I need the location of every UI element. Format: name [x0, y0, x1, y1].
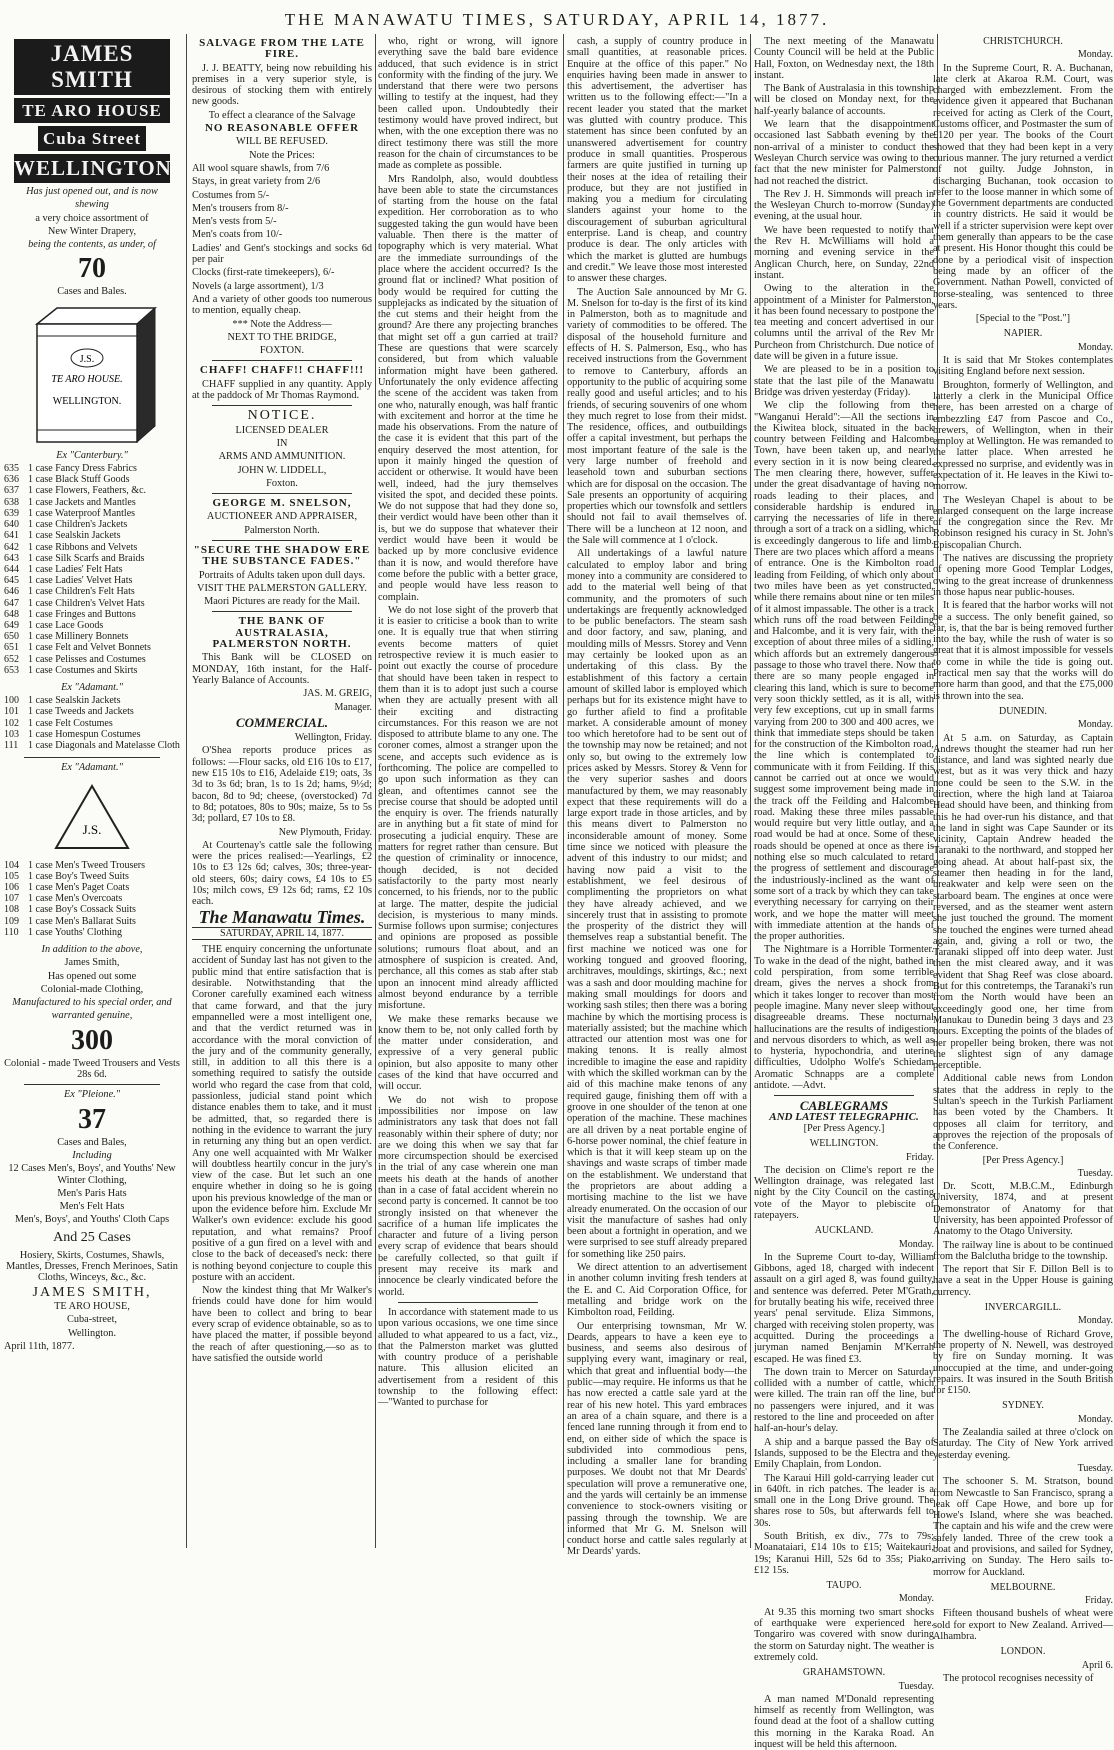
telegram-text: The decision on Clime's report re the Wellington drainage, was relegated last night by the City Council on the casting vote of the Mayor to plebiscite of ratepayers. — [754, 1164, 934, 1221]
divider — [212, 611, 352, 612]
crate-illustration — [27, 304, 157, 444]
signature-line: Cuba-street, — [66, 1314, 118, 1326]
column-5-news-and-telegrams — [754, 36, 934, 1750]
ship-heading: Ex "Adamant." — [61, 681, 123, 693]
column-2 — [192, 36, 372, 1548]
price-line: Men's vests from 5/- — [192, 216, 277, 228]
list-item — [4, 729, 180, 740]
crate-label-city: WELLINGTON. — [52, 395, 122, 407]
telegram-text: Additional cable news from London states that the address in reply to the Sultan's speech in the Turkish Parliament has been voted by the Chambers. It opposes all claim for territory, and approves the rejection of the proposals of the Conference. — [933, 1073, 1113, 1153]
telegram-text: A ship and a barque passed the Bay of Islands, supposed to be the Electra and the Emily Chaplain, from London. — [754, 1436, 934, 1471]
agency-credit: [Per Press Agency.] — [803, 1122, 885, 1134]
address-line: NEXT TO THE BRIDGE, — [227, 331, 337, 343]
divider — [24, 757, 160, 758]
include-line: 12 Cases Men's, Boys', and Youths' New Winter Clothing, — [8, 1163, 176, 1186]
ship-heading: Ex "Canterbury." — [56, 449, 128, 461]
telegram-text: The Wesleyan Chapel is about to be enlarged consequent on the large increase of the congregation since the Rev. Mr Robinson resigned his curacy in St. John's Episcopalian Church. — [933, 494, 1113, 551]
place-heading: INVERCARGILL. — [984, 1302, 1062, 1314]
item-text: 1 case Men's Ballarat Suits — [28, 915, 136, 927]
snelson-line: Palmerston North. — [244, 524, 320, 536]
divider — [212, 493, 352, 494]
list-item — [4, 665, 180, 676]
item-text: 1 case Ladies' Velvet Hats — [28, 575, 133, 587]
item-number: 653 — [4, 664, 19, 676]
place-heading: DUNEDIN. — [998, 705, 1048, 717]
item-text: 1 case Men's Tweed Trousers — [28, 859, 146, 871]
local-news-text: The Bank of Australasia in this township will be closed on Monday next, for the half-yearly balance of accounts. — [754, 83, 934, 117]
telegram-text: It is said that Mr Stokes contemplates visiting England before next session. — [933, 355, 1113, 378]
ship-heading: Ex "Pleione." — [63, 1089, 121, 1101]
place-heading: AUCKLAND. — [814, 1225, 874, 1237]
telegram-text: At 5 a.m. on Saturday, as Captain Andrews thought the steamer had run her distance, and land was sighted nearly due west, but as it was very thick and hazy none could be seen to the S.W. in the direction, where the high land at Taiaroa Head should have been, and thinking from this he had over-run his distance, and that the land in sight was Cape Saunder or its vicinity, Captain Andrew headed the Taranaki to the northward, and stopped her going ahead. At about half-past six, the steamer then heading in for the land, breakwater and kelp were seen on the starboard beam. The engines at once were reversed, and as the steamer went astern she just touched the ground. The moment she touched the engines were turned ahead again, and, giving a roll or two, the Taranaki slipped off into deep water. Just then the mist cleared away, and it was evident that Shag Reef was close aboard. But for this contretemps, the Taranaki's run from the North would have been an exceedingly good one, her time from Manukau to Dunedin being 3 days and 23 hours. Excepting the points of the blades of her propeller being broken, there was not the slightest sign of any damage perceptible. — [933, 732, 1113, 1072]
item-text: 1 case Ribbons and Velvets — [28, 541, 138, 553]
bank-signature: Manager. — [334, 701, 372, 713]
item-text: 1 case Costumes and Skirts — [28, 664, 138, 676]
local-news-text: The Nightmare is a Horrible Tormenter. To wake in the dead of the night, bathed in cold perspiration, from some terrible dream, gives the nerves a shock from which it takes longer to recover than most people imagine. Many never sleep without disagreeable dreams. These nocturnal hallucinations are the results of indigestion and nervous disorders to which, as well as to hysteria, hypochondria, and uterine difficulties, Udolpho Wolfe's Schiedam Aromatic Schnapps are a complete antidote. —Advt. — [754, 944, 934, 1092]
telegram-text: The Karaui Hill gold-carrying leader cut in 640ft. in rich patches. The leader is a small one in the Long Drive ground. The shares rose to 50s, but afterwards fell to 30s. — [754, 1472, 934, 1529]
local-news-text: Our enterprising townsman, Mr W. Deards, appears to have a keen eye to business, and seems also desirous of supplying every want, imaginary or real, which that great and influential body—the public—may require. He informs us that he has now erected a cattle sale yard at the rear of his new hotel. This yard embraces an area of a chain square, and there is a fenced lane running through it from end to end, on either side of which the space is subdivided into commodious pens, including a smaller lane for branding purposes. We doubt not that Mr Deards' speculation will prove a remunerative one, and the yards will certainly be an immense convenience to stock-owners visiting or passing through the township. We are informed that Mr G. M. Snelson will conduct horse and cattle sales regularly at Mr Deards' yards. — [567, 1320, 747, 1558]
item-number: 649 — [4, 619, 19, 631]
snelson-heading: GEORGE M. SNELSON, — [212, 497, 352, 510]
item-text: 1 case Silk Scarfs and Braids — [28, 552, 145, 564]
telegram-text: The railway line is about to be continued from the Balclutha bridge to the township. — [933, 1239, 1113, 1262]
telegram-text: Fifteen thousand bushels of wheat were sold for export to New Zealand. Arrived—Alhambra. — [933, 1608, 1113, 1643]
commercial-text: At Courtenay's cattle sale the following were the prices realised:—Yearlings, £2 10s to £3 12s 6d; calves, 30s; three-year-old steers, 60s; dairy cows, £4 10s to £5 10s; milch cows, £9 12s 6d; rams, £2 10s each. — [192, 839, 372, 908]
item-number: 646 — [4, 586, 19, 598]
item-text: 1 case Black Stuff Goods — [28, 474, 130, 486]
list-item — [4, 485, 180, 496]
salvage-text: WILL BE REFUSED. — [236, 136, 328, 148]
advert-name-banner: JAMES SMITH — [14, 39, 170, 95]
advert-date: April 11th, 1877. — [4, 1340, 75, 1352]
list-item — [4, 463, 180, 474]
cablegrams-subheading: AND LATEST TELEGRAPHIC. — [769, 1110, 919, 1123]
leader-text: who, right or wrong, will ignore everything save the bald bare evidence adduced, that such evidence is in strict conformity with the finding of the jury. We understand that there were two persons willing to testify at the inquest, had they been called upon. Undoubtedly their testimony would have proved indirect, but when, with the one exception there was no direct testimony there was still the more reason for the chain of circumstances to be made as complete as possible. — [378, 36, 558, 172]
telegram-text: The natives are discussing the propriety of opening more Good Templar Lodges, owing to the great increase of drunkenness in those hapus near public-houses. — [933, 553, 1113, 598]
chaff-heading: CHAFF! CHAFF!! CHAFF!!! — [199, 364, 365, 377]
list-item — [4, 519, 180, 530]
gallery-line: Maori Pictures are ready for the Mail. — [204, 596, 360, 608]
agency-credit: [Per Press Agency.] — [982, 1154, 1064, 1166]
salvage-text: J. J. BEATTY, being now rebuilding his premises in a very superior style, is desirous of stocking them with entirely new goods. — [192, 62, 372, 108]
divider — [212, 405, 352, 406]
address-line: FOXTON. — [259, 345, 305, 357]
item-text: 1 case Diagonals and Matelasse Cloth — [28, 740, 180, 752]
telegram-text: The schooner S. M. Stratson, bound from Newcastle to San Francisco, sprang a leak off Cape Howe, and bore up for Howe's Island, where she was beached. The captain and his wife and the crew were safely landed. Three of the crew took a boat and provisions, and sailed for Sydney, arriving on Sunday. The Hero sails to-morrow for Auckland. — [933, 1476, 1113, 1578]
item-number: 640 — [4, 519, 19, 531]
crate-label-js: J.S. — [79, 353, 95, 365]
advert-house-banner: TE ARO HOUSE — [14, 98, 170, 123]
item-number: 635 — [4, 463, 19, 475]
local-news-text: The Rev J. H. Simmonds will preach in the Wesleyan Church to-morrow (Sunday) evening, at the usual hour. — [754, 188, 934, 223]
list-item — [4, 553, 180, 564]
telegram-text: South British, ex div., 77s to 79s; Moanataiari, £14 10s to £15; Waitekauri, 19s; Karanui Hill, 52s 6d to 35s; Piako, £12 15s. — [754, 1531, 934, 1576]
item-text: 1 case Youths' Clothing — [28, 926, 123, 938]
notice-line: JOHN W. LIDDELL, — [237, 464, 327, 476]
item-text: 1 case Lace Goods — [28, 619, 104, 631]
item-number: 652 — [4, 653, 19, 665]
list-item — [4, 609, 180, 620]
price-line: And a variety of other goods too numerous to mention, equally cheap. — [192, 293, 372, 317]
item-number: 100 — [4, 695, 19, 707]
item-text: 1 case Pelisses and Costumes — [28, 653, 146, 665]
telegram-text: The report that Sir F. Dillon Bell is to have a seat in the Upper House is gaining currency. — [933, 1264, 1113, 1298]
telegram-text: The protocol recognises necessity of — [943, 1672, 1094, 1684]
item-number: 641 — [4, 530, 19, 542]
salvage-text: To effect a clearance of the Salvage — [208, 109, 356, 121]
list-item — [4, 893, 180, 904]
item-text: 1 case Children's Velvet Hats — [28, 597, 145, 609]
item-text: 1 case Millinery Bonnets — [28, 631, 129, 643]
notice-line: ARMS AND AMMUNITION. — [218, 451, 346, 463]
telegram-text: Dr. Scott, M.B.C.M., Edinburgh University, 1874, and at present Demonstrator of Anatomy for that University, has been appointed Professor of Anatomy to the Otago University. — [933, 1181, 1113, 1238]
vests-text: Colonial - made Tweed Trousers and Vests 28s 6d. — [4, 1057, 180, 1081]
list-item — [4, 642, 180, 653]
divider — [24, 1084, 160, 1085]
telegram-text: At 9.35 this morning two smart shocks of earthquake were experienced here. Tongariro was covered with snow during the storm on Saturday night. The weather is extremely cold. — [754, 1606, 934, 1663]
triangle-mark-label: J.S. — [82, 821, 102, 837]
item-number: 636 — [4, 474, 19, 486]
item-number: 111 — [4, 740, 19, 752]
item-text: 1 case Sealskin Jackets — [28, 695, 121, 707]
item-number: 644 — [4, 563, 19, 575]
item-text: 1 case Boy's Tweed Suits — [28, 870, 129, 882]
intro-line: New Winter Drapery, — [47, 225, 137, 237]
day-label: April 6. — [1081, 1659, 1113, 1671]
list-item — [4, 575, 180, 586]
ship-heading: Ex "Adamant." — [61, 762, 123, 774]
day-label: Tuesday. — [898, 1680, 934, 1692]
item-number: 651 — [4, 642, 19, 654]
paper-title: The Manawatu Times. — [198, 906, 366, 927]
local-news-text: cash, a supply of country produce in small quantities, at reasonable prices. Enquire at the office of this paper." No enquiries having been made in answer to this advertisement, the advertiser has written us to the following effect:—"In a recent leader you stated that the market was glutted with country produce. This statement has since been confuted by an unanswered advertisement for country produce in small quantities. Prosperous farmers are quite justified in turning up their noses at the idea of retailing their produce, but they are not justified in making you a medium for circulating slanders against your home to the discouragement of suburban agricultural enterprise. Land is cheap, and country produce is dear. The only articles with which the market is glutted are humbugs and credit." We leave those most interested to answer these charges. — [567, 36, 747, 285]
triangle-mark-illustration — [52, 782, 132, 852]
list-item — [4, 695, 180, 706]
divider — [398, 1302, 538, 1303]
gallery-line: Portraits of Adults taken upon dull days. — [198, 569, 366, 581]
notice-line: LICENSED DEALER — [235, 424, 329, 436]
column-1-james-smith-advert — [4, 36, 180, 1548]
list-item — [4, 598, 180, 609]
day-label: Friday. — [906, 1151, 934, 1163]
list-item — [4, 564, 180, 575]
address-note: *** Note the Address— — [232, 318, 332, 330]
day-label: Monday. — [898, 1593, 934, 1605]
goods-list-canterbury — [4, 463, 180, 676]
telegram-text: The down train to Mercer on Saturday collided with a number of cattle, which were killed. The train ran off the line, but no passengers were injured, and it was restored to the line and proceeded on after half-an-hour's delay. — [754, 1366, 934, 1435]
local-news-text: We learn that the disappointment occasioned last Sabbath evening by the non-arrival of a minister to conduct the Wesleyan Church service was owing to the fact that the new minister for Palmerston had not reached the district. — [754, 119, 934, 187]
item-text: 1 case Felt Costumes — [28, 717, 113, 729]
item-number: 648 — [4, 608, 19, 620]
place-heading: WELLINGTON. — [809, 1138, 879, 1150]
item-number: 108 — [4, 904, 19, 916]
notice-line: Foxton. — [266, 477, 298, 489]
item-number: 105 — [4, 870, 19, 882]
list-item — [4, 586, 180, 597]
column-rule — [186, 34, 187, 1548]
intro-line: a very choice assortment of — [35, 212, 149, 224]
including-label: Including — [72, 1149, 112, 1161]
intro-line: Has just opened out, and is now — [26, 186, 158, 197]
price-line: Clocks (first-rate timekeepers), 6/- — [192, 267, 335, 279]
leader-text: Mrs Randolph, also, would doubtless have been able to state the circumstances of starting from the house on the fatal expedition. Her corroboration as to who suggested taking the gun would have been valuable. Then there is the matter of topography which is very material. What are the immediate surroundings of the place where the accident occurred? Is the ground flat or inclined? What position of body would be required for cutting the supplejacks as indicated by the situation of the cut stems and their height from the ground? Are there any projecting branches that might set off a gun carried at trail? These are questions that were scarcely considered, but from which valuable information might have been gathered. Unfortunately the only evidence affecting the scene of the accident was taken from one who, naturally enough, was half frantic with excitement and horror at the time he made his observations. From the nature of the case it is evident that this part of the enquiry deserved the most attention, for upon it mainly hinged the question of accident or otherwise. It would have been well, indeed, had the jury themselves visited the spot, and decided these points. We do not suppose that had they done so, their verdict would have been other than it is, but we do suppose that whatever their verdict would have been it would be backed up by more conclusive evidence than it is now, and would therefore have come before the public with a better grace, and people would have less reason to complain. — [378, 173, 558, 603]
day-label: Tuesday. — [1077, 1462, 1113, 1474]
column-4-local-news — [567, 36, 747, 1558]
cases-label: Cases and Bales, — [57, 1136, 127, 1148]
count-300: 300 — [71, 1024, 113, 1056]
goods-list-adamant — [4, 695, 180, 751]
gallery-heading: "SECURE THE SHADOW ERE THE SUBSTANCE FADES." — [193, 543, 371, 568]
include-line: Men's Paris Hats — [57, 1187, 127, 1199]
price-list — [192, 163, 372, 317]
column-rule — [563, 34, 564, 1548]
addition-text: Colonial-made Clothing, — [40, 983, 144, 995]
leader-text: We do not lose sight of the proverb that it is easier to criticise a book than to write one. It is equally true that when stirring events become matters of quiet retrospective review it is much easier to point out exactly the course of procedure that should have been taken in respect to them than it is to adopt just such a course when they are actually present with all their exciting and distracting circumstances. For this reason we are not disposed to attribute blame to any one. The coroner comes, almost a stranger upon the scene, and accepts such evidence as is forthcoming. The police are compelled to go upon such information as they can glean, and oftentimes cannot see the precise course that should be adopted until the enquiry is over. The friends naturally are in anything but a fit state of mind for prosecuting a judicial enquiry. These are matters for regret rather than censure. But the question of criminality or innocence, though decided, is not decided satisfactorily to the party most nearly concerned, to his friends, nor to the public at large. The matter, despite the judicial decision, is mysterious to many minds. Surmise follows upon surmise; conjectures and opinions are proposed as possible solutions; rumours float about, and an atmosphere of suspicion is created. And, perchance, all this comes as stab after stab upon an innocent mind already afflicted almost beyond endurance by a terrible misfortune. — [378, 604, 558, 1012]
item-text: 1 case Ladies' Felt Hats — [28, 563, 123, 575]
item-text: 1 case Homespun Costumes — [28, 728, 141, 740]
item-text: 1 case Fancy Dress Fabrics — [28, 463, 137, 475]
local-news-text: We are pleased to be in a position to state that the last pile of the Manawatu Bridge was driven yesterday (Friday). — [754, 364, 934, 398]
bank-heading: THE BANK OF AUSTRALASIA, PALMERSTON NORTH. — [212, 615, 352, 651]
local-news-text: All undertakings of a lawful nature calculated to employ labor and bring money into a community are considered to add to the material well being of that community, and the promoters of such undertakings are frequently acknowledged to be public benefactors. The steam sash and door factory, and saw, planing, and moulding mills of Messrs. Storey and Venn may certainly be looked upon as an undertaking of this class. By the establishment of this factory a certain amount of skilled labor is employed which perhaps but for its existence might have to go further afield to find a profitable market. A considerable amount of money too which heretofore had to be sent out of the township may now be retained; and not only so, but owing to the extremely low prices asked by Messrs. Storey & Venn for the very superior sashes and doors manufactured by them, we may reasonably expect that these requirements will do a large export trade in those articles, and by this means divert to Palmerston no inconsiderable amount of money. Some time since we noticed with pleasure the advent of this industry to our midst; and having now paid a visit to the establishment, we feel desirous of complimenting the proprietors on what they have already achieved, and we sincerely trust that in assisting to promote the prosperity of the district they will themselves reap a substantial benefit. The first machine we noticed was one for working tongued and grooved flooring, architraves, mouldings, skirtings, &c.; next was a sash and door moulding machine for making small mouldings for doors and working sash stiles; then there was a boring machine by which the mortising process is materially assisted; but the machine which attracted our attention most was one for making tenons. It is really almost incredible to imagine the ease and rapidity with which the skilled workman can by the aid of this machine make tenons of any required gauge, finishing them off with a groove in one shoulder of the tenon at one operation of the machine. These machines are all driven by a neat portable engine of 6-horse power nominal, the chief feature in which is that it will keep steam up on the shavings and waste scraps of timber made on the establishment. We understand that the proprietors are about adding a mortising machine to the list we have already enumerated. On the occasion of our visit the manufacture of sashes had only been about a fortnight in operation, and we were surprised to see stuff already prepared for something like 250 pairs. — [567, 548, 747, 1260]
advert-street-banner: Cuba Street — [38, 126, 146, 151]
list-item — [4, 620, 180, 631]
list-item — [4, 631, 180, 642]
telegram-text: In the Supreme Court to-day, William Gibbons, aged 18, charged with indecent assault on a girl aged 8, was found guilty, and sentence was deferred. Peter M'Grath, for brutally beating his wife, received three years' penal servitude. Eliza Simmons, charged with receiving stolen property, was acquitted. During the proceedings a juryman named Benjamin M'Kerrah escaped. He was fined £3. — [754, 1251, 934, 1365]
item-text: 1 case Fringes and Buttons — [28, 608, 136, 620]
item-text: 1 case Men's Paget Coats — [28, 881, 130, 893]
list-item — [4, 927, 180, 938]
local-news-text: The Auction Sale announced by Mr G. M. Snelson for to-day is the first of its kind in Palmerston, both as to magnitude and variety of commodities to be offered. The disposal of the household furniture and effects of H. S. Palmerson, Esq., who has received instructions from the Government to remove to Canterbury, affords an opportunity to the public of acquiring some really good and useful articles; and to his friends, of securing souvenirs of one whom they much regret to lose from their midst. The residence, offices, and outbuildings offer a capital investment, but perhaps the most important feature of the sale is the very large number of freehold and leasehold town and suburban sections which are for disposal on the occasion. The Sale presents an opportunity of acquiring properties which our townsfolk and settlers should not fail to avail themselves of. There will be a luncheon at 12 noon, and the Sale will commence at 1 o'clock. — [567, 286, 747, 547]
column-rule — [375, 34, 376, 1548]
list-item — [4, 497, 180, 508]
item-number: 103 — [4, 728, 19, 740]
item-text: 1 case Tweeds and Jackets — [28, 706, 134, 718]
list-item — [4, 542, 180, 553]
item-text: 1 case Felt and Velvet Bonnets — [28, 642, 151, 654]
item-text: 1 case Jackets and Mantles — [28, 496, 136, 508]
leader-text: We do not wish to propose impossibilities nor impose on law administrators any task that does not fall reasonably within their sphere of duty; nor are we doing this when we say that far more circumspection should be exercised in the trial of any case wherein one man meets his death at the hands of another than in a case of fatal accident wherein no second party is concerned. It cannot be too strongly insisted on that whenever the sacrifice of a human life implicates the character and future of a living person every scrap of evidence that bears should be carefully collected, so that guilt if present may receive its mark and innocence be clearly vindicated before the world. — [378, 1094, 558, 1298]
place-heading: LONDON. — [1000, 1646, 1046, 1658]
telegram-text: In the Supreme Court, R. A. Buchanan, late clerk at Akaroa R.M. Court, was charged with embezzlement. From the evidence given it appeared that Buchanan received for acting as Clerk of the Court, Customs officer, and Postmaster the sum of £120 per year. The books of the Court showed that they had been kept in a very curious manner. The jury returned a verdict of not guilty. Judge Johnston, in discharging Buchanan, took occasion to refer to the loose manner in which some of the Government departments are conducted in country districts. He said it would be well if a stricter supervision were kept over them generally than appears to be the case at present. His Honor thought this could be done by a periodical visit of inspection being made by an officer of the Government. Nathan Powell, convicted of horse-stealing, was sentenced to three years. — [933, 62, 1113, 311]
addition-text: Manufactured to his special order, and — [12, 997, 172, 1009]
commercial-text: O'Shea reports produce prices as follows: —Flour sacks, old £16 10s to £17, new £15 10s to £16, Adelaide £19; oats, 3s 3d to 3s 6d; bran, 1s to 1s 2d; hams, 9½d; bacon, 8d to 9d; cheese, (overstocked) 7d to 8d; potatoes, 80s to 90s; maize, 5s to 5s 3d; pollard, £7 10s to £8. — [192, 745, 372, 825]
masthead: THE MANAWATU TIMES, SATURDAY, APRIL 14, 1877. — [284, 10, 830, 29]
local-news-text: We have been requested to notify that the Rev H. McWilliams will hold a morning and evening service in the Anglican Church, here, on Sunday, 22nd instant. — [754, 224, 934, 281]
bank-text: This Bank will be CLOSED on MONDAY, 16th instant, for the Half-Yearly Balance of Accounts. — [192, 652, 372, 686]
addition-text: In addition to the above, — [41, 943, 143, 955]
column-rule — [750, 34, 751, 1548]
place-heading: SYDNEY. — [1002, 1400, 1044, 1412]
signature-line: TE ARO HOUSE, — [54, 1300, 130, 1312]
list-item — [4, 508, 180, 519]
item-number: 109 — [4, 915, 19, 927]
item-number: 102 — [4, 717, 19, 729]
intro-line: shewing — [75, 199, 109, 211]
list-item — [4, 916, 180, 927]
item-number: 647 — [4, 597, 19, 609]
item-number: 638 — [4, 496, 19, 508]
item-number: 106 — [4, 881, 19, 893]
divider — [212, 360, 352, 361]
price-line: Stays, in great variety from 2/6 — [192, 176, 321, 188]
intro-line: being the contents, as under, of — [28, 239, 156, 251]
commercial-heading: COMMERCIAL. — [235, 714, 329, 730]
list-item — [4, 882, 180, 893]
item-number: 110 — [4, 926, 19, 938]
item-text: 1 case Boy's Cossack Suits — [28, 904, 136, 916]
list-item — [4, 740, 180, 751]
include-line: Men's, Boys', and Youths' Cloth Caps — [14, 1214, 170, 1226]
item-text: 1 case Sealskin Jackets — [28, 530, 121, 542]
price-line: All wool square shawls, from 7/6 — [192, 162, 330, 174]
signature-name: JAMES SMITH, — [32, 1284, 152, 1300]
notice-heading: NOTICE. — [247, 408, 317, 424]
price-line: Costumes from 5/- — [192, 189, 270, 201]
advert-city-banner: WELLINGTON — [14, 154, 170, 183]
place-heading: CHRISTCHURCH. — [983, 36, 1063, 47]
item-number: 645 — [4, 575, 19, 587]
local-news-text: We direct attention to an advertisement in another column inviting fresh tenders at the E. and C. Aid Corporation Office, for metalling and bridge work on the Kimbolton road, Feilding. — [567, 1262, 747, 1319]
item-number: 642 — [4, 541, 19, 553]
count-70: 70 — [78, 253, 106, 285]
list-item — [4, 654, 180, 665]
item-number: 650 — [4, 631, 19, 643]
and-25-cases: And 25 Cases — [53, 1229, 131, 1245]
item-text: 1 case Children's Jackets — [28, 519, 128, 531]
signature-line: Wellington. — [67, 1327, 117, 1339]
telegram-text: The Zealandia sailed at three o'clock on Saturday. The City of New York arrived yesterday evening. — [933, 1427, 1113, 1461]
place-heading: NAPIER. — [1003, 328, 1043, 340]
telegram-text: The dwelling-house of Richard Grove, the property of N. Newell, was destroyed by fire on Sunday morning. It was unoccupied at the time, and under-going repairs. It was insured in the South British for £150. — [933, 1328, 1113, 1397]
dateline: Wellington, Friday. — [294, 732, 372, 744]
item-text: 1 case Flowers, Feathers, &c. — [28, 485, 147, 497]
addition-text: James Smith, — [64, 957, 120, 969]
telegram-text: Broughton, formerly of Wellington, and latterly a clerk in the Municipal Office here, has been arrested on a charge of embezzling £47 from Pascoe and Co., brewers, of Wellington, when in their employ at Wellington. He was remanded to the latter place. When arrested he expressed no surprise, and evidently was in expectation of it. He leaves in the Kiwi to-morrow. — [933, 379, 1113, 493]
leader-text: THE enquiry concerning the unfortunate accident of Sunday last has not given to the public mind that entire satisfaction that is desirable. Notwithstanding that the Coroner carefully examined each witness that came forward, and that the jury empannelled were a most intelligent one, and that the verdict returned was in accordance with the moral conviction of the jury and of the community generally, still, in addition to all this there is a something required to satisfy the outside world who regard the case from that cold, passionless, judicial stand point which distance enables them to take, and it must be admitted, that, so regarded there is nothing in the evidence to warrant the jury in returning any thing but an open verdict. Any one well acquainted with Mr Walker will doubtless heartily concur in the jury's view of the case. But let such an one enquire whether in doing so he is going upon his previous knowledge of the man or upon the evidence before him. Exclude Mr Walker's own evidence: exclude his good reputation, and what remains? Proof positive of a gun fired on a level with and close to the back of deceased's neck: there is nothing beyond conjecture to couple this posture with an accident. — [192, 944, 372, 1283]
item-number: 107 — [4, 893, 19, 905]
salvage-heading: SALVAGE FROM THE LATE FIRE. — [199, 37, 365, 61]
place-heading: GRAHAMSTOWN. — [802, 1667, 886, 1679]
prices-label: Note the Prices: — [249, 149, 315, 161]
snelson-line: AUCTIONEER AND APPRAISER, — [206, 511, 358, 523]
list-item — [4, 904, 180, 915]
place-heading: TAUPO. — [826, 1580, 862, 1592]
item-text: 1 case Children's Felt Hats — [28, 586, 135, 598]
price-line: Novels (a large assortment), 1/3 — [192, 280, 324, 292]
dateline: New Plymouth, Friday. — [278, 826, 372, 838]
place-heading: MELBOURNE. — [990, 1581, 1056, 1593]
local-news-text: Owing to the alteration in the appointment of a Minister for Palmerston, it has been found necessary to postpone the tea meeting and concert advertised in our columns until the arrival of the Rev Mr Purcheon from Christchurch. Due notice of date will be given in a future issue. — [754, 283, 934, 363]
item-text: 1 case Waterproof Mantles — [28, 507, 136, 519]
bank-signature: JAS. M. GREIG, — [303, 688, 372, 700]
price-line: Ladies' and Gent's stockings and socks 6d per pair — [192, 242, 372, 266]
leader-text: Now the kindest thing that Mr Walker's friends could have done for him would have been to collect and bring to bear every scrap of evidence obtainable, so as to have placed the matter, if possible beyond the reach of after questioning,—so as to have satisfied the outside world — [192, 1285, 372, 1364]
day-label: Monday. — [1077, 341, 1113, 353]
column-3-leader — [378, 36, 558, 1548]
day-label: Monday. — [1077, 49, 1113, 61]
gallery-line: VISIT THE PALMERSTON GALLERY. — [197, 582, 367, 594]
telegram-text: It is feared that the harbor works will not be a success. The only benefit gained, so far, is, that the bar is being removed further into the bay, while the rush of water is so great that it is almost impossible for vessels to come in while the tide is going out. Practical men say that the works will do more harm than good, and that the £75,000 is thrown into the sea. — [933, 600, 1113, 702]
salvage-offer: NO REASONABLE OFFER — [204, 122, 360, 135]
leader-text: We make these remarks because we know them to be, not only called forth by the matter under consideration, and expressive of a very general public opinion, but also apposite to many other cases of the kind that have occurred and will occur. — [378, 1013, 558, 1093]
chaff-text: CHAFF supplied in any quantity. Apply at the paddock of Mr Thomas Raymond. — [192, 378, 372, 402]
notice-line: IN — [276, 437, 288, 449]
divider — [212, 540, 352, 541]
day-label: Tuesday. — [1077, 1167, 1113, 1179]
addition-text: Has opened out some — [47, 970, 137, 982]
local-news-text: We clip the following from the "Wanganui Herald":—All the sections in the Kiwitea block, situated in the back country between Feilding and Halcombe Town, have been taken up, and nearly every section in it is now being cleared. The men clearing there, however, suffer under the great disadvantage of having no roads leading to their places, and considerable hardship is endured in carrying the necessaries of life in there through a sort of a track on a sidling, which is exceedingly dangerous to life and limb. There are two places which afford a means of entrance. One is the Kimbolton road leading from Feilding, of which only about two miles have been as yet constructed, while there remains about nine or ten miles of it almost impassable. The other is a track which runs off the road between Feilding and Halcombe, and it is very fair, with the exception of about three miles of a sidling, which affords but an extremely dangerous passage to those who travel there. Now that there are so many people engaged in clearing this land, which is sure to become very soon thickly settled, as it is all, with very few exceptions, cut up in small farms varying from 200 to 300 and 400 acres, we think that immediate steps should be taken for the construction of the Kimbolton road, the line which is contemplated to communicate with it from Feilding. If this cannot be carried out at once we would suggest some improvement being made in the track off the Feilding and Halcombe road. Making these three miles passable would require but very little outlay, and a road would be had at once. Some of these roads should be opened at once as there is nothing else so much calculated to retard the progress of settlement and discourage the industriously-inclined as the want of some sort of a track by which they can take everything necessary for carrying on their work, and we hope the matter will meet with immediate attention at the hands of the proper authorities. — [754, 400, 934, 943]
list-item — [4, 860, 180, 871]
price-line: Men's trousers from 8/- — [192, 202, 289, 214]
item-number: 104 — [4, 859, 19, 871]
item-number: 101 — [4, 706, 19, 718]
telegram-text: A man named M'Donald representing himself as recently from Wellington, was found dead at the foot of a shallow cutting this morning in the Karaka Road. An inquest will be held this afternoon. — [754, 1693, 934, 1750]
paper-date: SATURDAY, APRIL 14, 1877. — [192, 927, 372, 940]
special-credit: [Special to the "Post."] — [975, 313, 1071, 325]
item-number: 639 — [4, 507, 19, 519]
divider — [774, 1095, 914, 1096]
list-item — [4, 871, 180, 882]
cases-bales-label: Cases and Bales. — [57, 286, 127, 298]
day-label: Friday. — [1085, 1595, 1113, 1607]
cablegrams-heading: CABLEGRAMS — [799, 1098, 889, 1114]
count-37: 37 — [78, 1103, 106, 1135]
price-line: Men's coats from 10/- — [192, 229, 283, 241]
local-news-text: The next meeting of the Manawatu County Council will be held at the Public Hall, Foxton, on Wednesday next, the 18th instant. — [754, 36, 934, 81]
hosiery-text: Hosiery, Skirts, Costumes, Shawls, Mantles, Dresses, French Merinoes, Satin Cloths, Winceys, &c., &c. — [6, 1249, 178, 1284]
crate-label-house: TE ARO HOUSE. — [51, 373, 123, 385]
item-number: 637 — [4, 485, 19, 497]
list-item — [4, 530, 180, 541]
addition-text: warranted genuine, — [51, 1010, 133, 1022]
list-item — [4, 474, 180, 485]
goods-list-adamant-clothing — [4, 860, 180, 938]
column-6-telegrams — [933, 36, 1113, 1684]
item-number: 643 — [4, 552, 19, 564]
item-text: 1 case Men's Overcoats — [28, 893, 123, 905]
day-label: Monday. — [1077, 719, 1113, 731]
list-item — [4, 718, 180, 729]
day-label: Monday. — [1077, 1315, 1113, 1327]
include-line: Men's Felt Hats — [59, 1201, 125, 1213]
local-news-text: In accordance with statement made to us upon various occasions, we one time since alluded to what appeared to us a fact, viz., that the Palmerston market was glutted with country produce of a perishable nature. This allusion elicited an advertisement from a resident of this township to the following effect:—"Wanted to purchase for — [378, 1306, 558, 1409]
list-item — [4, 706, 180, 717]
day-label: Monday. — [898, 1238, 934, 1250]
day-label: Monday. — [1077, 1413, 1113, 1425]
